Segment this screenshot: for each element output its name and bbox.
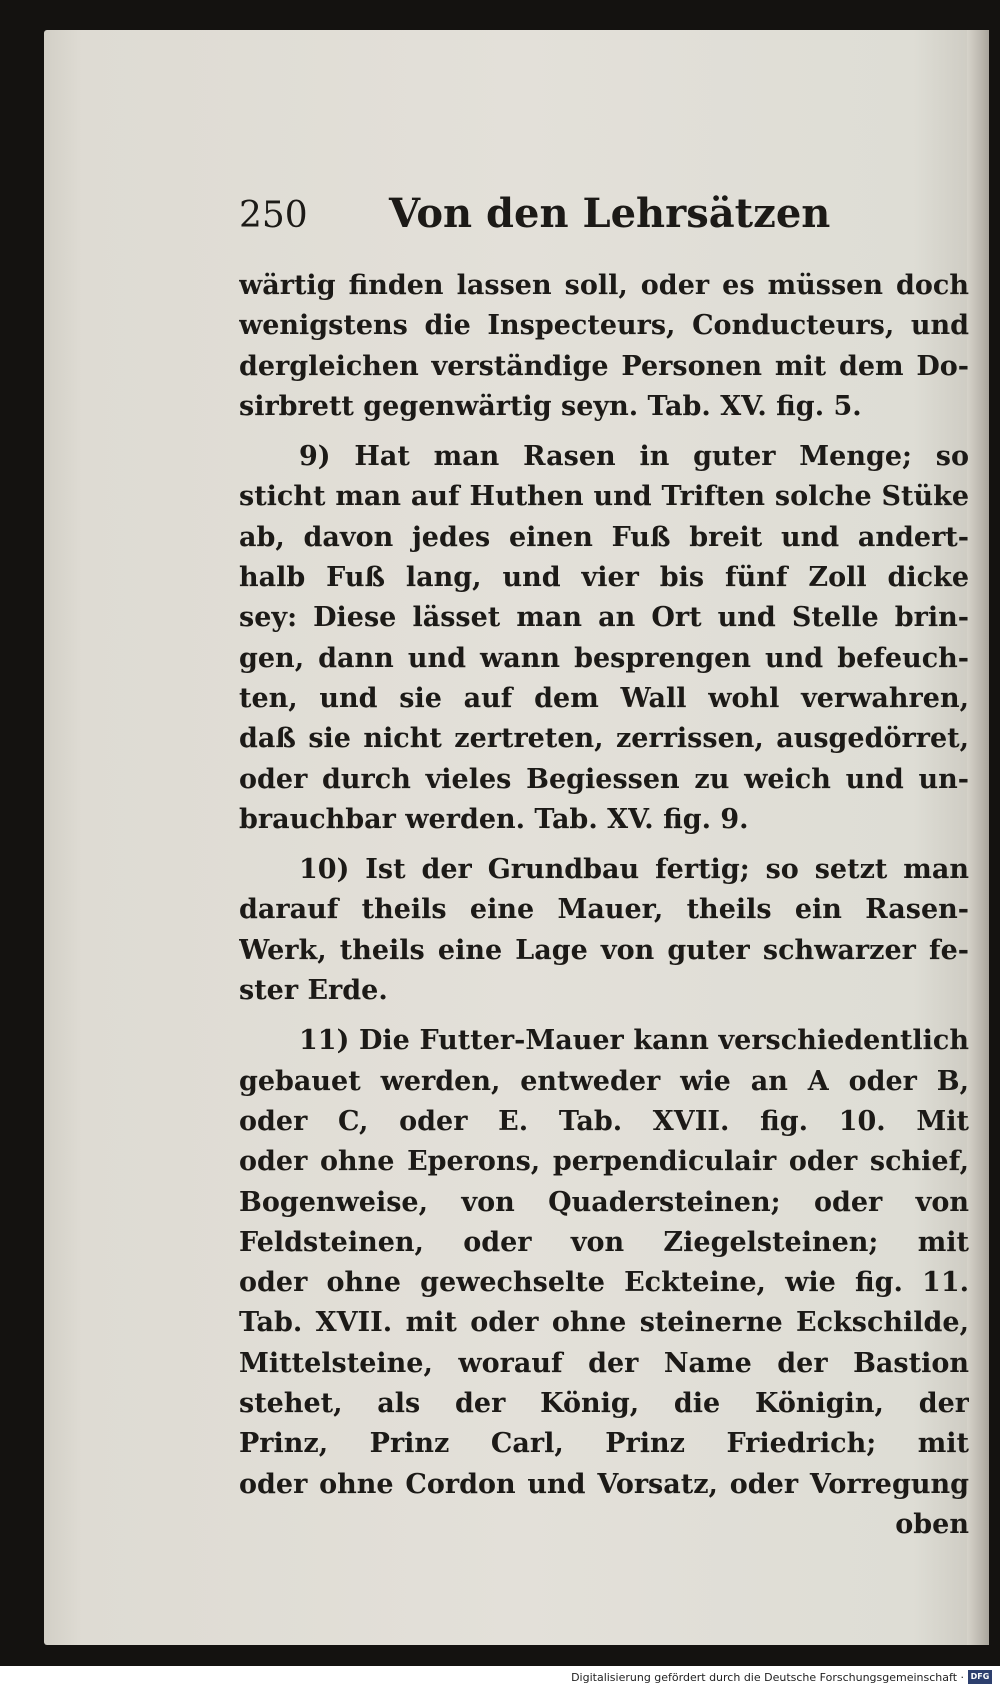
text-line: 10) Ist der Grundbau fertig; so setzt man [299, 854, 969, 886]
text-line: oder C, oder E. Tab. XVII. fig. 10. Mit [239, 1105, 969, 1137]
text-line: wenigstens die Inspecteurs, Conducteurs, und [239, 310, 969, 342]
page-number: 250 [239, 195, 308, 236]
text-line: sticht man auf Huthen und Triften solche Stüke [239, 481, 969, 513]
text-line: Tab. XVII. mit oder ohne steinerne Eckschilde, [239, 1307, 969, 1339]
text-line: ten, und sie auf dem Wall wohl verwahren, [239, 682, 969, 714]
paragraph-9 [239, 437, 969, 840]
text-line: brauchbar werden. Tab. XV. fig. 9. [239, 803, 749, 835]
text-line: 11) Die Futter-Mauer kann verschiedentlich [299, 1025, 969, 1057]
text-line: oder ohne Cordon und Vorsatz, oder Vorregung [239, 1468, 969, 1500]
footer-credit: Digitalisierung gefördert durch die Deutsche Forschungsgemeinschaft · [571, 1671, 964, 1684]
digitization-footer [0, 1666, 1000, 1689]
text-line: daß sie nicht zertreten, zerrissen, ausgedörret, [239, 723, 969, 755]
text-line: darauf theils eine Mauer, theils ein Rasen- [239, 894, 969, 926]
text-line: wärtig finden lassen soll, oder es müssen doch [239, 270, 969, 301]
paragraph-continuation [239, 266, 969, 427]
text-block [239, 190, 969, 1555]
catchword: oben [895, 1508, 969, 1540]
running-title: Von den Lehrsätzen [389, 190, 831, 237]
text-line: oder ohne gewechselte Eckteine, wie fig. 11. [239, 1267, 969, 1299]
text-line: halb Fuß lang, und vier bis fünf Zoll dicke [239, 562, 969, 594]
text-line: Mittelsteine, worauf der Name der Bastion [239, 1347, 969, 1379]
paragraph-11 [239, 1021, 969, 1545]
text-line: dergleichen verständige Personen mit dem Do- [239, 350, 969, 382]
page-edge [967, 30, 989, 1645]
text-line: Bogenweise, von Quadersteinen; oder von [239, 1186, 969, 1218]
text-line: sirbrett gegenwärtig seyn. Tab. XV. fig. 5. [239, 390, 862, 422]
text-line: ster Erde. [239, 975, 388, 1007]
text-line: gen, dann und wann besprengen und befeuch- [239, 642, 969, 674]
book-page [44, 30, 989, 1645]
text-line: ab, davon jedes einen Fuß breit und andert- [239, 521, 969, 553]
text-line: oder ohne Eperons, perpendiculair oder schief, [239, 1146, 969, 1178]
text-line: gebauet werden, entweder wie an A oder B, [239, 1065, 969, 1097]
dfg-logo-icon: DFG [968, 1670, 992, 1684]
text-line: sey: Diese lässet man an Ort und Stelle brin- [239, 602, 969, 634]
page-header [239, 190, 969, 258]
paragraph-10 [239, 850, 969, 1011]
text-line: Werk, theils eine Lage von guter schwarzer fe- [239, 934, 969, 966]
text-line: Feldsteinen, oder von Ziegelsteinen; mit [239, 1226, 969, 1258]
text-line: Prinz, Prinz Carl, Prinz Friedrich; mit [239, 1428, 969, 1460]
text-line: stehet, als der König, die Königin, der [239, 1388, 969, 1420]
text-line: oder durch vieles Begiessen zu weich und un- [239, 763, 969, 795]
text-line: 9) Hat man Rasen in guter Menge; so [299, 441, 969, 473]
